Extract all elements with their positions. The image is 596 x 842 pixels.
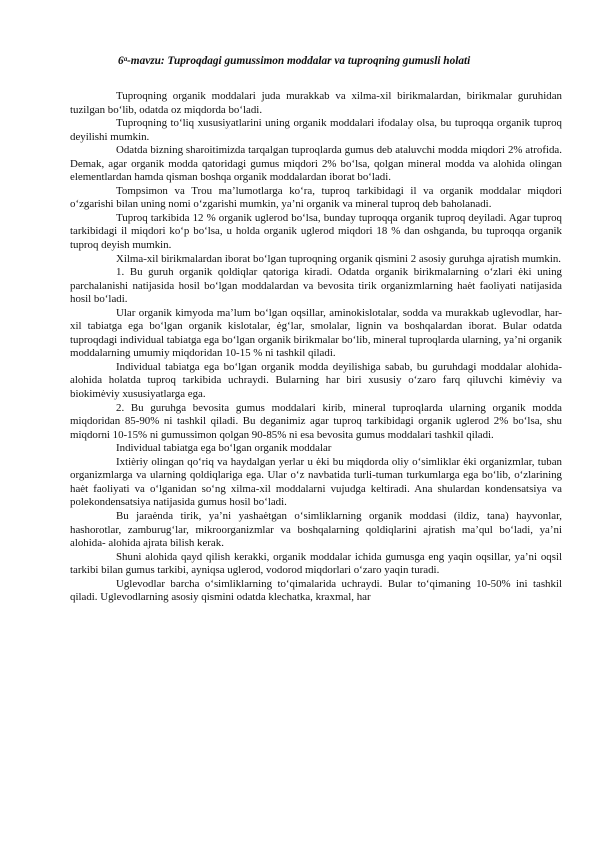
paragraph: Xilma-xil birikmalardan iborat bo‘lgan tuproqning organik qismini 2 asosiy guruhga ajratish mumkin.	[116, 252, 562, 265]
paragraph: Tuproqning to‘liq xususiyatlarini uning organik moddalari ifodalay olsa, bu tuproqqa organik tuproq deyilishi mumkin.	[70, 117, 562, 143]
paragraph: Tuproq tarkibida 12 % organik uglerod bo‘lsa, bunday tuproqqa organik tuproq deyiladi. Agar tuproq tarkibidagi il miqdori ko‘p bo‘lsa, u holda organik uglerod miqdori 18 % dan oshganda, bu tuproqqa organik tuproq deyish mumkin.	[70, 211, 562, 252]
paragraph: Ular organik kimyoda ma’lum bo‘lgan oqsillar, aminokislotalar, sodda va murakkab uglevodlar, har-xil tabiatga ega bo‘lgan organik kislotalar, ėg‘lar, smolalar, lignin va boshqalardan iborat. Bular odatda tuproqdagi individual tabiatga ega bo‘lgan organik birikmalar bo‘lib, mineral tuproqlarda ularning, ya’ni organik moddalarning umumiy miqdoridan 10-15 % ni tashkil qiladi.	[70, 306, 562, 360]
paragraph: 2. Bu guruhga bevosita gumus moddalari kirib, mineral tuproqlarda ularning organik modda miqdoridan 85-90% ni tashkil qiladi. Bu deganimiz agar tuproq tarkibidagi organik uglerod 2% bo‘lsa, shu miqdorni 10-15% ni gumussimon qolgan 90-85% ni esa bevosita gumus moddalari tashkil qiladi.	[70, 401, 562, 441]
page-title: 6ᵃ-mavzu: Tuproqdagi gumussimon moddalar va tuproqning gumusli holati	[118, 55, 471, 67]
paragraph: Odatda bizning sharoitimizda tarqalgan tuproqlarda gumus deb ataluvchi modda miqdori 2% atrofida. Demak, agar organik modda qatoridagi gumus miqdori 2% bo‘lsa, qolgan mineral modda va alohida olingan elementlardan hamda qisman boshqa organik moddalardan iborat bo‘ladi.	[70, 144, 562, 184]
paragraph: Bu jaraėnda tirik, ya’ni yashaėtgan o‘simliklarning organik moddasi (ildiz, tana) hayvonlar, hashorotlar, zamburug‘lar, mikroorganizmlar va boshqalarning qoldiqlarini ajratish ma’qul bo‘ladi, ya’ni alohida- alohida ajrata bilish kerak.	[70, 509, 562, 550]
paragraph: Tompsimon va Trou ma’lumotlarga ko‘ra, tuproq tarkibidagi il va organik moddalar miqdori o‘zgarishi bilan uning nomi o‘zgarishi mumkin, ya’ni organik va mineral tuproq deb baholanadi.	[70, 184, 562, 211]
paragraph: Shuni alohida qayd qilish kerakki, organik moddalar ichida gumusga eng yaqin oqsillar, ya’ni oqsil tarkibi bilan gumus tarkibi, ayniqsa uglerod, vodorod miqdorlari o‘zaro yaqin turadi.	[70, 550, 562, 577]
paragraph: Individual tabiatga ega bo‘lgan organik modda deyilishiga sabab, bu guruhdagi moddalar alohida-alohida holatda tuproq tarkibida uchraydi. Bularning har biri xususiy o‘zaro farq qiluvchi kimėviy va biokimėviy xususiyatlarga ega.	[70, 360, 562, 401]
section-heading: Individual tabiatga ega bo‘lgan organik moddalar	[116, 442, 332, 455]
paragraph: 1. Bu guruh organik qoldiqlar qatoriga kiradi. Odatda organik birikmalarning o‘zlari ėki uning parchalanishi natijasida hosil bo‘lgan moddalardan va bevosita tirik organizmlarning haėt faoliyati natijasida hosil bo‘ladi.	[70, 266, 562, 306]
paragraph: Uglevodlar barcha o‘simliklarning to‘qimalarida uchraydi. Bular to‘qimaning 10-50% ini tashkil qiladi. Uglevodlarning asosiy qismini odatda klechatka, kraxmal, har	[70, 577, 562, 604]
paragraph: Ixtièriy olingan qo‘riq va haydalgan yerlar u ėki bu miqdorda oliy o‘simliklar ėki organizmlar, tuban organizmlarga va ularning qoldiqlariga ega. Ular o‘z navbatida turli-tuman turkumlarga ega bo‘lib, o‘zlarining haėt faoliyati va o‘lganidan so‘ng xilma-xil moddalarni vujudga keltiradi. Ana shulardan kondensatsiya va polekondensatsiya natijasida gumus hosil bo‘ladi.	[70, 455, 562, 509]
paragraph: Tuproqning organik moddalari juda murakkab va xilma-xil birikmalardan, birikmalar guruhidan tuzilgan bo‘lib, odatda oz miqdorda bo‘ladi.	[70, 90, 562, 116]
